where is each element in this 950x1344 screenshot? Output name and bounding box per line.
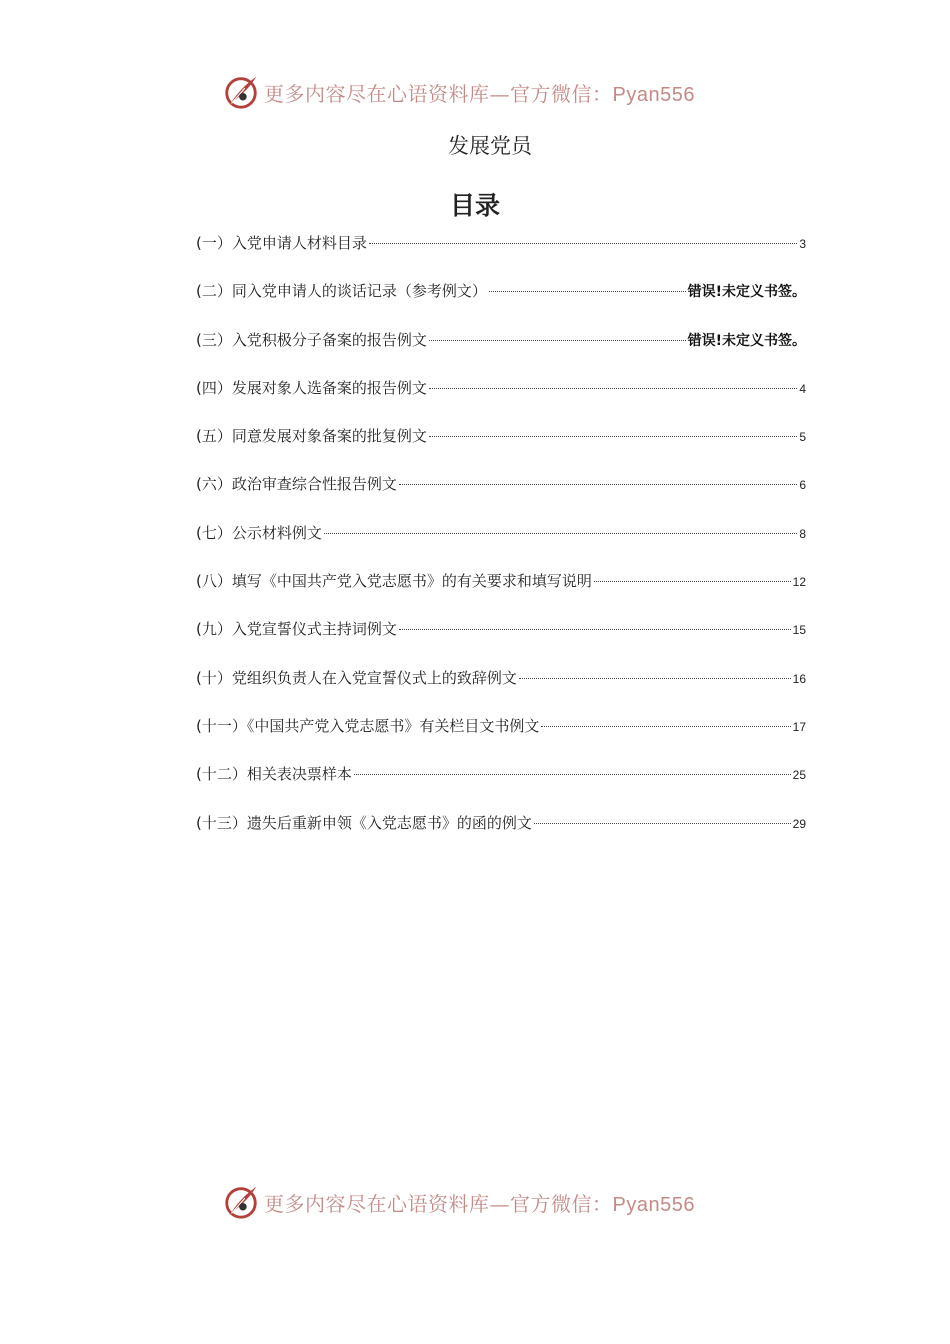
toc-entry-label: (十三）遗失后重新申领《入党志愿书》的函的例文 bbox=[196, 813, 532, 832]
toc-entry[interactable] bbox=[196, 232, 806, 280]
toc-entry-page: 5 bbox=[799, 430, 806, 445]
toc-entry-label: (九）入党宣誓仪式主持词例文 bbox=[196, 620, 397, 639]
toc-dot-leader bbox=[594, 581, 791, 582]
banner-text bbox=[264, 1188, 695, 1217]
toc-heading: 目录 bbox=[449, 191, 500, 220]
toc-entry[interactable] bbox=[196, 667, 806, 715]
toc-entry-page: 错误!未定义书签。 bbox=[687, 284, 806, 301]
toc-dot-leader bbox=[534, 823, 791, 824]
toc-entry-page: 8 bbox=[799, 526, 806, 541]
toc-entry[interactable] bbox=[196, 425, 806, 473]
toc-dot-leader bbox=[324, 533, 797, 534]
footer-banner bbox=[222, 1182, 742, 1222]
banner-wechat-id: Pyan556 bbox=[612, 1193, 695, 1216]
toc-entry-label: (二）同入党申请人的谈话记录（参考例文） bbox=[196, 282, 487, 301]
toc-entry[interactable] bbox=[196, 618, 806, 666]
toc-entry-page: 29 bbox=[792, 816, 806, 831]
toc-entry[interactable] bbox=[196, 570, 806, 618]
toc-entry[interactable] bbox=[196, 763, 806, 811]
document-title: 发展党员 bbox=[448, 134, 532, 158]
toc-entry[interactable] bbox=[196, 377, 806, 425]
toc-entry[interactable] bbox=[196, 715, 806, 763]
toc-entry[interactable] bbox=[196, 522, 806, 570]
toc-dot-leader bbox=[399, 629, 791, 630]
toc-entry-label: (八）填写《中国共产党入党志愿书》的有关要求和填写说明 bbox=[196, 572, 592, 591]
toc-dot-leader bbox=[519, 678, 791, 679]
quill-logo-icon bbox=[222, 1183, 260, 1221]
toc-dot-leader bbox=[429, 388, 797, 389]
table-of-contents bbox=[196, 232, 806, 860]
toc-entry-page: 12 bbox=[792, 575, 806, 590]
toc-entry[interactable] bbox=[196, 280, 806, 328]
toc-entry-label: (五）同意发展对象备案的批复例文 bbox=[196, 427, 427, 446]
toc-entry[interactable] bbox=[196, 473, 806, 521]
toc-entry-label: (四）发展对象人选备案的报告例文 bbox=[196, 378, 427, 397]
toc-dot-leader bbox=[429, 340, 686, 341]
toc-entry-label: (十二）相关表决票样本 bbox=[196, 765, 352, 784]
toc-entry-label: (三）入党积极分子备案的报告例文 bbox=[196, 330, 427, 349]
toc-entry-page: 16 bbox=[792, 671, 806, 686]
toc-entry[interactable] bbox=[196, 812, 806, 860]
banner-text-cn: 更多内容尽在心语资料库—官方微信： bbox=[264, 1191, 613, 1216]
toc-entry-page: 15 bbox=[792, 623, 806, 638]
toc-entry-label: (一）入党申请人材料目录 bbox=[196, 234, 367, 252]
toc-entry-label: (六）政治审查综合性报告例文 bbox=[196, 475, 397, 494]
quill-logo-icon bbox=[222, 73, 260, 111]
toc-entry-label: (七）公示材料例文 bbox=[196, 523, 322, 542]
toc-entry[interactable] bbox=[196, 329, 806, 377]
header-banner bbox=[222, 72, 742, 112]
toc-entry-label: (十一）《中国共产党入党志愿书》有关栏目文书例文 bbox=[196, 716, 540, 735]
toc-dot-leader bbox=[354, 774, 791, 775]
toc-entry-page: 4 bbox=[799, 381, 806, 396]
toc-entry-page: 3 bbox=[799, 237, 806, 251]
toc-dot-leader bbox=[429, 436, 797, 437]
toc-dot-leader bbox=[399, 484, 797, 485]
banner-text-cn: 更多内容尽在心语资料库—官方微信： bbox=[264, 81, 613, 106]
toc-dot-leader bbox=[369, 243, 797, 244]
toc-dot-leader bbox=[541, 726, 790, 727]
toc-entry-page: 错误!未定义书签。 bbox=[687, 332, 806, 349]
banner-wechat-id: Pyan556 bbox=[612, 83, 695, 106]
banner-text bbox=[264, 78, 695, 107]
toc-entry-page: 17 bbox=[792, 719, 806, 734]
toc-entry-page: 6 bbox=[799, 478, 806, 493]
toc-entry-page: 25 bbox=[792, 768, 806, 783]
toc-dot-leader bbox=[489, 291, 686, 292]
toc-entry-label: (十）党组织负责人在入党宣誓仪式上的致辞例文 bbox=[196, 668, 517, 687]
